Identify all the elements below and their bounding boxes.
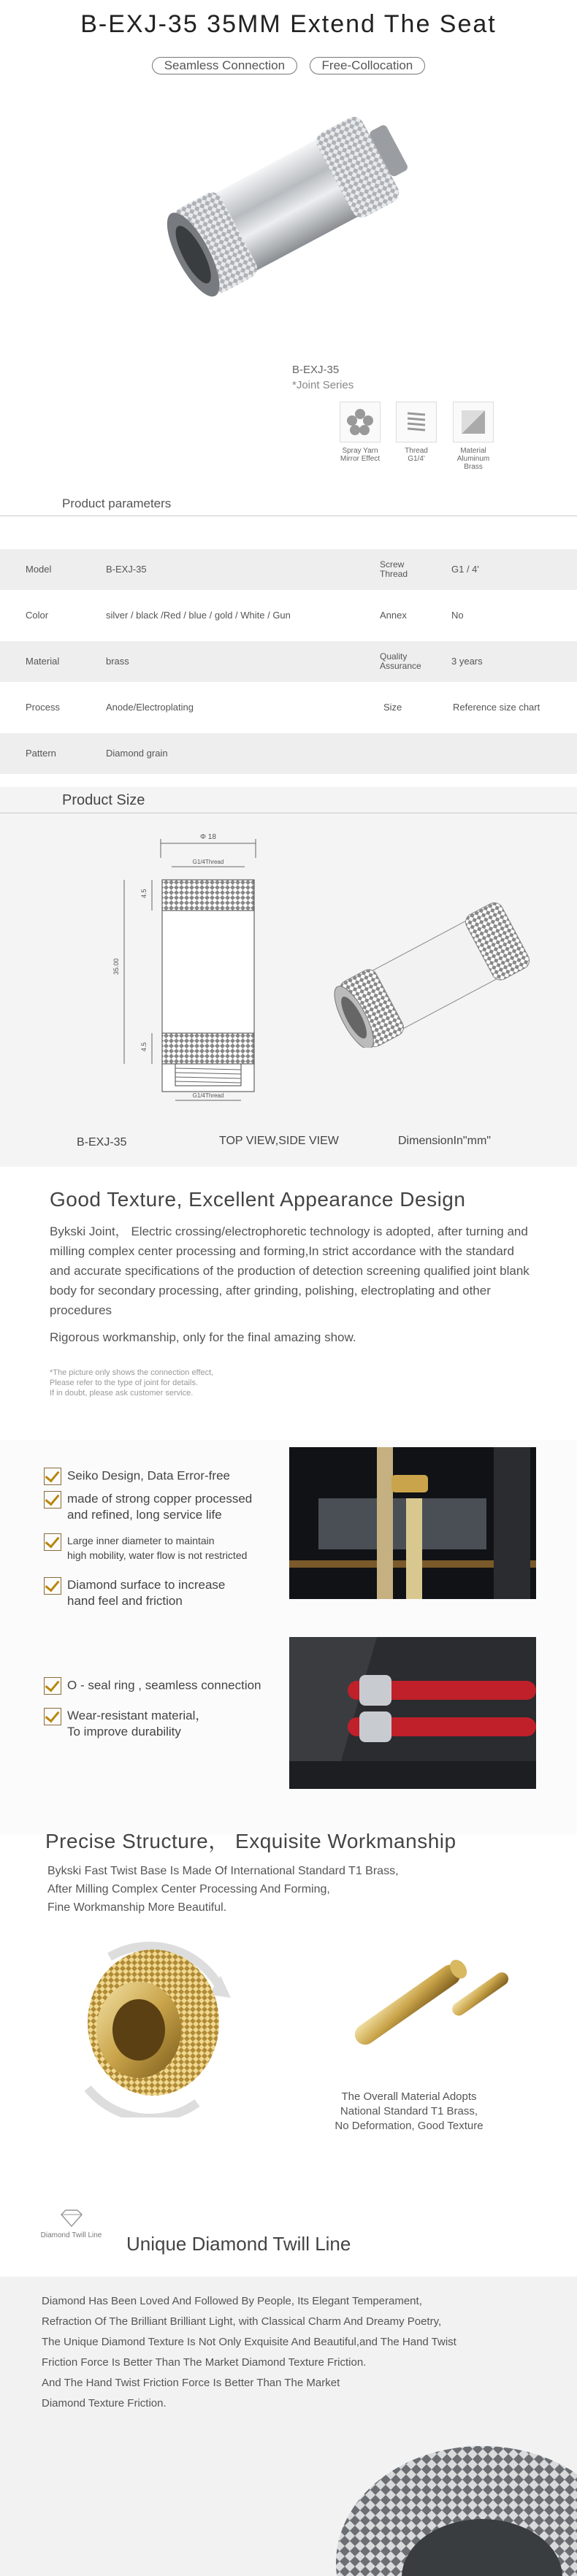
- params-title: Product parameters: [62, 497, 172, 510]
- feature-item: [44, 1468, 230, 1485]
- thread-bottom-label: G1/4Thread: [192, 1092, 224, 1099]
- dim-width-label: Φ 18: [200, 833, 216, 841]
- checkmark-icon: [44, 1577, 61, 1595]
- checkmark-icon: [44, 1491, 61, 1509]
- feature-text: made of strong copper processed and refined, long service life: [67, 1492, 253, 1522]
- param-row-pattern: [0, 733, 577, 774]
- param-value: silver / black /Red / blue / gold / White / Gun: [106, 609, 291, 621]
- param-row-color: [0, 595, 577, 636]
- install-photo-1: [289, 1447, 536, 1599]
- feature-text: Seiko Design, Data Error-free: [67, 1468, 230, 1483]
- diamond-logo: [37, 2209, 106, 2239]
- feature-item: [44, 1533, 247, 1563]
- install-photo-2: [289, 1637, 536, 1789]
- param-row-material: [0, 641, 577, 682]
- material-icon: [453, 402, 494, 442]
- technical-drawing: [102, 829, 285, 1110]
- param-key: Material: [26, 655, 60, 667]
- param-value: 3 years: [451, 655, 483, 667]
- param-value: Reference size chart: [453, 701, 540, 713]
- badge-spray-label: Spray Yarn Mirror Effect: [340, 447, 381, 463]
- param-key: Color: [26, 609, 49, 621]
- param-value: No: [451, 609, 464, 621]
- param-value: Anode/Electroplating: [106, 701, 194, 713]
- feature-pills: [0, 57, 577, 74]
- size-caption-view: TOP VIEW,SIDE VIEW: [219, 1135, 339, 1147]
- pill-seamless: Seamless Connection: [152, 57, 297, 74]
- diamond-logo-label: Diamond Twill Line: [40, 2231, 102, 2239]
- checkmark-icon: [44, 1677, 61, 1695]
- feature-text: O - seal ring , seamless connection: [67, 1678, 261, 1693]
- checkmark-icon: [44, 1533, 61, 1551]
- diamond-icon: [58, 2209, 85, 2228]
- badge-thread: [394, 402, 438, 463]
- badge-spray: [338, 402, 382, 463]
- size-title: Product Size: [62, 792, 145, 808]
- param-key: Pattern: [26, 747, 56, 759]
- diamond-knurl-image: [314, 2439, 577, 2576]
- param-value: B-EXJ-35: [106, 563, 147, 575]
- param-key: Annex: [380, 609, 407, 621]
- precise-title: Precise Structure， Exquisite Workmanship: [45, 1830, 456, 1852]
- product-model-label: B-EXJ-35: [292, 364, 340, 376]
- diamond-title: Unique Diamond Twill Line: [126, 2233, 351, 2255]
- param-key: Screw Thread: [380, 559, 408, 579]
- dim-bottom-label: 4.5: [140, 1042, 148, 1051]
- brass-rods-image: [329, 1942, 511, 2052]
- badge-thread-label: Thread G1/4': [405, 447, 428, 463]
- hero-fitting-image: [131, 84, 446, 332]
- param-row-process: [0, 687, 577, 728]
- param-key: Process: [26, 701, 60, 713]
- brass-fitting-image: [58, 1928, 248, 2117]
- diamond-paragraph: Diamond Has Been Loved And Followed By People, Its Elegant Temperament, Refraction Of The Brilliant Brilliant Light, with Classical Charm And Dreamy Poetry, The Unique Diamond Texture Is Not Only Exquisite And Beautiful,and The Hand Twist Friction Force Is Better Than The Market Diamond Texture Friction. And The Hand Twist Friction Force Is Better Than The Market Diamond Texture Friction.: [42, 2295, 456, 2410]
- feature-text: Large inner diameter to maintain high mobility, water flow is not restricted: [67, 1535, 248, 1561]
- param-row-model: [0, 549, 577, 590]
- badge-material-label: Material Aluminum Brass: [456, 447, 490, 471]
- feature-item: [44, 1491, 252, 1523]
- texture-paragraph: Bykski Joint， Electric crossing/electrophoretic technology is adopted, after turning and milling complex center processing and forming,In strict accordance with the standard and accurate specifications of the production of detection screening qualified joint blank body for secondary processing, after grinding, polishing, electroplating and other procedures: [50, 1224, 530, 1317]
- page-title: B-EXJ-35 35MM Extend The Seat: [80, 10, 497, 38]
- size-render-image: [314, 902, 555, 1048]
- checkmark-icon: [44, 1708, 61, 1725]
- texture-tagline: Rigorous workmanship, only for the final amazing show.: [50, 1330, 356, 1344]
- badge-material: [451, 402, 495, 471]
- feature-item: [44, 1708, 207, 1740]
- texture-note: *The picture only shows the connection effect, Please refer to the type of joint for details. If in doubt, please ask customer service.: [50, 1368, 214, 1398]
- param-value: Diamond grain: [106, 747, 168, 759]
- thread-top-label: G1/4Thread: [192, 859, 224, 865]
- size-caption-unit: DimensionIn"mm": [398, 1135, 491, 1147]
- feature-item: [44, 1677, 261, 1695]
- feature-text: Diamond surface to increase hand feel and friction: [67, 1578, 226, 1608]
- thread-icon: [396, 402, 437, 442]
- flower-icon: [340, 402, 381, 442]
- pill-collocation: Free-Collocation: [310, 57, 426, 74]
- checkmark-icon: [44, 1468, 61, 1485]
- precise-paragraph: Bykski Fast Twist Base Is Made Of International Standard T1 Brass, After Milling Complex Center Processing And Forming, Fine Workmanship More Beautiful.: [47, 1865, 399, 1914]
- material-caption: The Overall Material Adopts National Standard T1 Brass, No Deformation, Good Texture: [335, 2090, 484, 2132]
- param-value: G1 / 4': [451, 563, 479, 575]
- product-series-label: *Joint Series: [292, 379, 354, 391]
- params-divider: [0, 515, 577, 516]
- size-caption-model: B-EXJ-35: [77, 1136, 127, 1149]
- feature-item: [44, 1577, 225, 1609]
- param-key: Quality Assurance: [380, 651, 421, 671]
- param-key: Model: [26, 563, 52, 575]
- param-value: brass: [106, 655, 129, 667]
- texture-title: Good Texture, Excellent Appearance Design: [50, 1188, 466, 1211]
- param-key: Size: [383, 701, 402, 713]
- dim-height-label: 35.00: [112, 958, 120, 975]
- feature-text: Wear-resistant material， To improve durability: [67, 1709, 208, 1739]
- dim-top-label: 4.5: [140, 889, 148, 898]
